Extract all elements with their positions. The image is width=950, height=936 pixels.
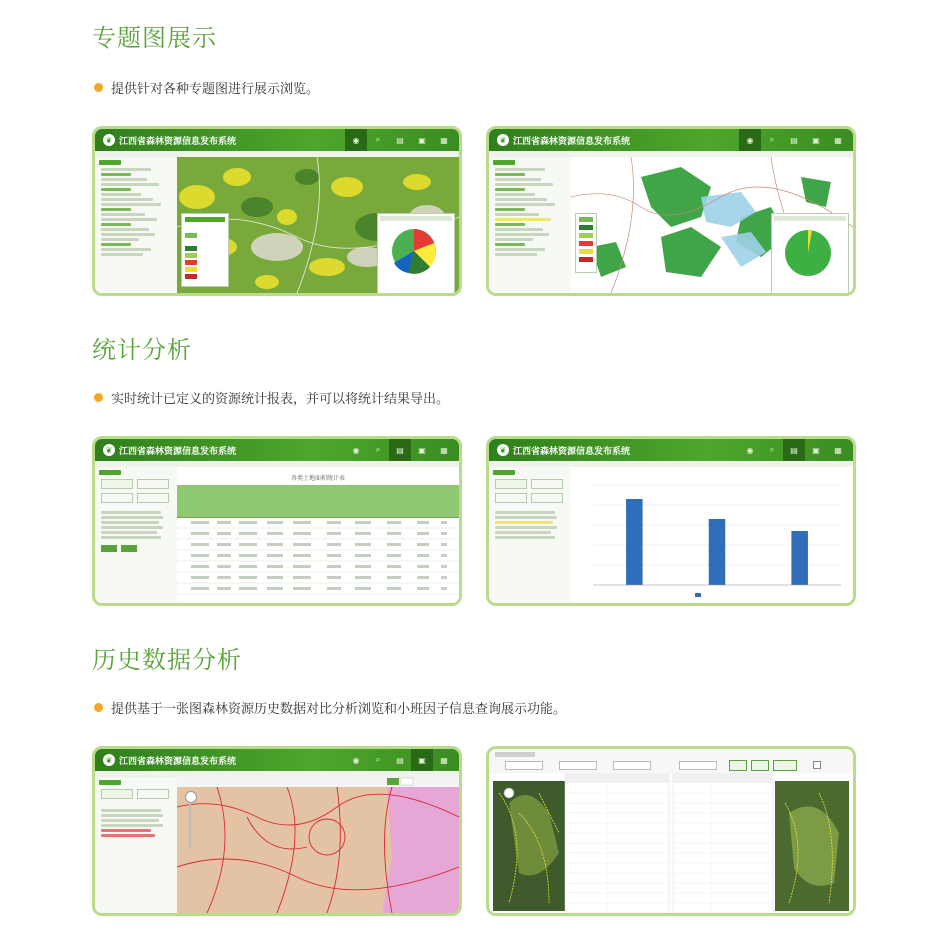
map-canvas[interactable] (177, 157, 459, 293)
screenshot-subcompartment-query (486, 746, 856, 916)
pie-chart-panel (771, 213, 849, 295)
leaf-logo-icon: ❦ (497, 444, 509, 456)
app-nav (739, 129, 849, 151)
compare-button[interactable] (773, 760, 797, 771)
history-map-canvas[interactable] (177, 777, 459, 913)
query-toolbar (489, 749, 853, 774)
nav-history-icon[interactable]: ▣ (812, 445, 820, 455)
legend-panel (181, 213, 229, 287)
report-table-header (177, 485, 459, 518)
app-title: 江西省森林资源信息发布系统 (119, 136, 237, 147)
bullet-text: 实时统计已定义的资源统计报表，并可以将统计结果导出。 (111, 392, 450, 407)
pie-chart-panel (377, 213, 455, 295)
app-header (95, 749, 459, 771)
nav-search-icon[interactable]: ⌕ (375, 755, 381, 764)
nav-stats-icon[interactable]: ▤ (396, 755, 404, 765)
nav-search-icon[interactable]: ⌕ (769, 445, 775, 454)
nav-search-icon[interactable]: ⌕ (375, 445, 381, 454)
bar-chart (571, 467, 853, 606)
app-nav (345, 749, 455, 771)
app-nav (345, 129, 455, 151)
nav-map-icon[interactable]: ◉ (352, 755, 360, 765)
app-header (489, 129, 853, 151)
nav-overview-icon[interactable]: ▦ (834, 135, 842, 145)
history-sidebar (95, 777, 178, 913)
zoom-slider[interactable] (189, 803, 191, 849)
nav-history-icon[interactable]: ▣ (411, 749, 433, 771)
nav-stats-icon[interactable]: ▤ (790, 135, 798, 145)
clear-button[interactable] (751, 760, 769, 771)
app-header (95, 439, 459, 461)
report-table-rows (177, 517, 459, 606)
screenshot-statistics-table (92, 436, 462, 606)
bar-2 (791, 531, 808, 585)
nav-stats-icon[interactable]: ▤ (783, 439, 805, 461)
nav-history-icon[interactable]: ▣ (418, 445, 426, 455)
nav-map-icon[interactable]: ◉ (345, 129, 367, 151)
nav-stats-icon[interactable]: ▤ (396, 135, 404, 145)
app-header (489, 439, 853, 461)
app-title: 江西省森林资源信息发布系统 (513, 136, 631, 147)
bar-1 (709, 519, 726, 585)
bullet-text: 提供基于一张图森林资源历史数据对比分析浏览和小班因子信息查询展示功能。 (111, 702, 567, 717)
leaf-logo-icon: ❦ (103, 444, 115, 456)
nav-map-icon[interactable]: ◉ (746, 445, 754, 455)
nav-search-icon[interactable]: ⌕ (375, 135, 381, 144)
app-nav (739, 439, 849, 461)
nav-stats-icon[interactable]: ▤ (389, 439, 411, 461)
zoom-control[interactable] (185, 791, 197, 803)
app-title: 江西省森林资源信息发布系统 (119, 446, 237, 457)
chart-area (571, 467, 853, 603)
screenshot-thematic-map-1 (92, 126, 462, 296)
layer-tree-sidebar (489, 157, 572, 293)
sync-checkbox[interactable] (813, 761, 821, 769)
leaf-logo-icon: ❦ (497, 134, 509, 146)
app-title: 江西省森林资源信息发布系统 (119, 756, 237, 767)
nav-overview-icon[interactable]: ▦ (440, 755, 448, 765)
bullet-text: 提供针对各种专题图进行展示浏览。 (111, 82, 320, 97)
nav-search-icon[interactable]: ⌕ (769, 135, 775, 144)
nav-overview-icon[interactable]: ▦ (834, 445, 842, 455)
layer-tree-sidebar (95, 157, 178, 293)
legend-panel (575, 213, 597, 273)
bullet-dot-icon (94, 393, 103, 402)
bullet-dot-icon (94, 703, 103, 712)
report-area (177, 467, 459, 603)
screenshot-history-map (92, 746, 462, 916)
legend-swatch (695, 593, 701, 597)
app-title: 江西省森林资源信息发布系统 (513, 446, 631, 457)
section-title-history: 历史数据分析 (92, 646, 242, 674)
locate-button[interactable] (729, 760, 747, 771)
section-title-statistics: 统计分析 (92, 336, 192, 364)
query-sidebar (95, 467, 178, 603)
map-canvas[interactable] (571, 157, 853, 293)
query-sidebar (489, 467, 572, 603)
nav-overview-icon[interactable]: ▦ (440, 445, 448, 455)
bar-0 (626, 499, 643, 585)
screenshot-thematic-map-2 (486, 126, 856, 296)
nav-map-icon[interactable]: ◉ (352, 445, 360, 455)
nav-history-icon[interactable]: ▣ (418, 135, 426, 145)
pie-chart (378, 223, 450, 279)
leaf-logo-icon: ❦ (103, 134, 115, 146)
nav-overview-icon[interactable]: ▦ (440, 135, 448, 145)
pie-chart (772, 223, 844, 283)
app-nav (345, 439, 455, 461)
section-title-thematic-maps: 专题图展示 (92, 24, 217, 52)
report-title: 各类土地面积统计表 (290, 475, 345, 482)
nav-history-icon[interactable]: ▣ (812, 135, 820, 145)
app-header (95, 129, 459, 151)
bullet-statistics (94, 388, 449, 407)
dual-map-view[interactable] (489, 773, 853, 913)
nav-map-icon[interactable]: ◉ (739, 129, 761, 151)
bullet-history (94, 698, 566, 717)
bullet-thematic-maps (94, 78, 319, 97)
leaf-logo-icon: ❦ (103, 754, 115, 766)
bullet-dot-icon (94, 83, 103, 92)
screenshot-statistics-chart (486, 436, 856, 606)
